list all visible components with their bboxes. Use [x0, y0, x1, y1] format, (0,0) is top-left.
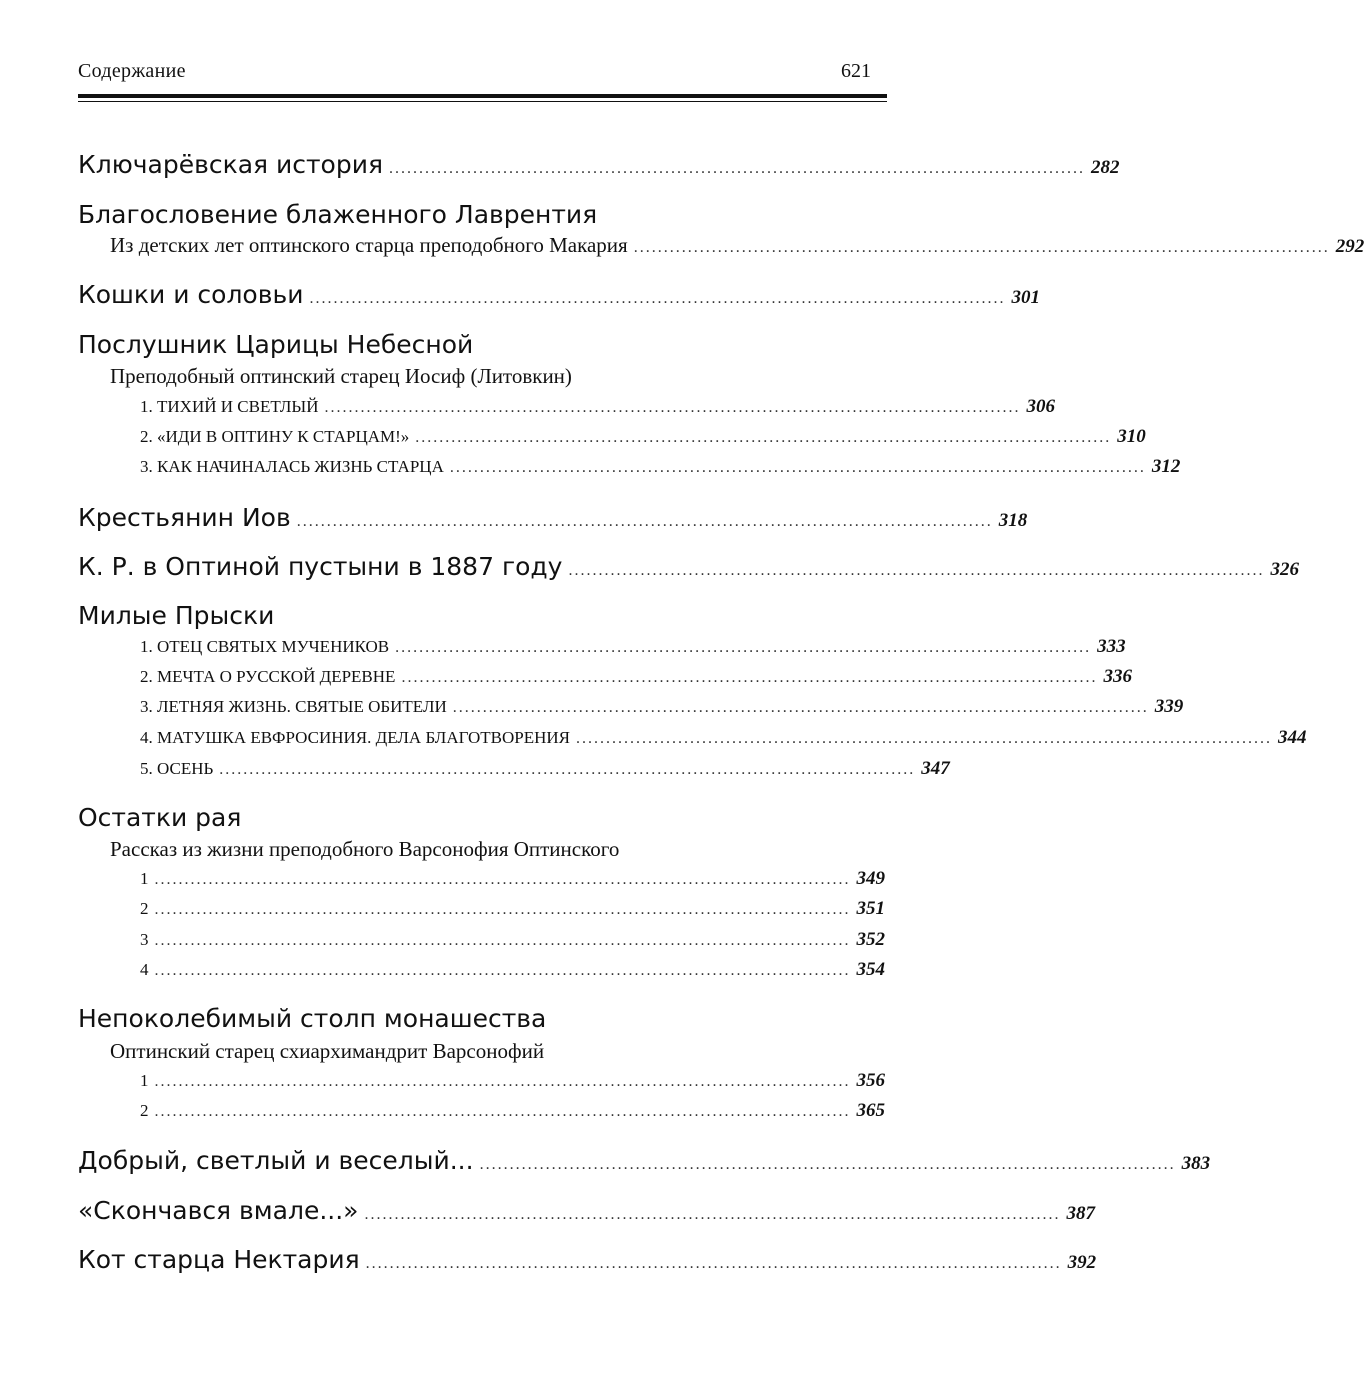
toc-entry[interactable] [0, 803, 1078, 832]
toc-leader: .................................................................................................................... [296, 513, 993, 530]
toc-entry[interactable] [0, 1039, 1110, 1064]
toc-entry[interactable] [0, 1245, 1097, 1274]
toc-leader: .................................................................................................................... [415, 429, 1112, 446]
toc-entry-title: 5. ОСЕНЬ [140, 759, 214, 778]
toc-entry-title: 2 [140, 1101, 149, 1120]
toc-leader: .................................................................................................................... [154, 962, 851, 979]
toc-leader: .................................................................................................................... [395, 639, 1092, 656]
toc-entry-title: 2 [140, 899, 149, 918]
toc-entry-title: Рассказ из жизни преподобного Варсонофия Оптинского [110, 837, 620, 861]
header-rule-thick [78, 94, 887, 98]
toc-entry-title: 1 [140, 1071, 149, 1090]
toc-entry[interactable] [0, 200, 1078, 229]
toc-entry-title: «Скончався вмале...» [78, 1196, 359, 1225]
toc-entry[interactable] [0, 959, 1000, 981]
toc-entry[interactable] [0, 1146, 1211, 1175]
toc-leader: .................................................................................................................... [401, 669, 1098, 686]
toc-leader: .................................................................................................................... [324, 399, 1021, 416]
toc-entry[interactable] [0, 552, 1299, 581]
toc-entry[interactable] [0, 280, 1040, 309]
toc-entry[interactable] [0, 898, 1000, 920]
toc-leader: .................................................................................................................... [154, 871, 851, 888]
toc-leader: .................................................................................................................... [479, 1156, 1176, 1173]
toc-entry[interactable] [0, 758, 1000, 780]
toc-entry-title: К. Р. в Оптиной пустыни в 1887 году [78, 552, 563, 581]
toc-entry-page: 383 [1181, 1153, 1211, 1174]
toc-entry-title: Оптинский старец схиархимандрит Варсонофий [110, 1039, 545, 1063]
toc-entry-title: Из детских лет оптинского старца преподобного Макария [110, 233, 628, 257]
toc-entry-title: Остатки рая [78, 803, 242, 832]
toc-entry-page: 356 [856, 1070, 885, 1091]
toc-entry[interactable] [0, 364, 1110, 389]
toc-entry-page: 301 [1011, 287, 1040, 308]
toc-entry[interactable] [0, 868, 1000, 890]
toc-entry[interactable] [0, 456, 1181, 478]
toc-entry[interactable] [0, 666, 1132, 688]
toc-leader: .................................................................................................................... [154, 901, 851, 918]
toc-entry-page: 351 [856, 898, 885, 919]
toc-leader: .................................................................................................................... [154, 1073, 851, 1090]
toc-leader: .................................................................................................................... [364, 1206, 1061, 1223]
toc-entry-title: Преподобный оптинский старец Иосиф (Литовкин) [110, 364, 572, 388]
toc-entry-title: Крестьянин Иов [78, 503, 291, 532]
toc-entry-page: 352 [856, 929, 885, 950]
toc-entry-page: 336 [1103, 666, 1132, 687]
toc-entry-page: 292 [1335, 236, 1364, 257]
toc-entry-title: Ключарёвская история [78, 150, 384, 179]
toc-entry-page: 310 [1117, 426, 1146, 447]
toc-entry-page: 347 [921, 758, 950, 779]
toc-entry[interactable] [0, 601, 1078, 630]
toc-leader: .................................................................................................................... [154, 1103, 851, 1120]
toc-entry-page: 349 [856, 868, 885, 889]
toc-entry-page: 318 [998, 510, 1028, 531]
toc-entry-title: 3. ЛЕТНЯЯ ЖИЗНЬ. СВЯТЫЕ ОБИТЕЛИ [140, 697, 447, 716]
toc-entry-title: 1. ОТЕЦ СВЯТЫХ МУЧЕНИКОВ [140, 637, 390, 656]
toc-entry[interactable] [0, 727, 1307, 749]
toc-entry[interactable] [0, 929, 1000, 951]
toc-leader: .................................................................................................................... [452, 699, 1149, 716]
toc-leader: .................................................................................................................... [449, 459, 1146, 476]
toc-entry-page: 306 [1026, 396, 1055, 417]
toc-entry-title: 4. МАТУШКА ЕВФРОСИНИЯ. ДЕЛА БЛАГОТВОРЕНИЯ [140, 728, 571, 747]
toc-entry-title: Послушник Царицы Небесной [78, 330, 474, 359]
toc-entry-title: Милые Прыски [78, 601, 275, 630]
toc-entry-title: Кот старца Нектария [78, 1245, 360, 1274]
toc-entry-page: 333 [1097, 636, 1126, 657]
running-header [78, 60, 871, 90]
toc-entry-page: 312 [1151, 456, 1181, 477]
toc-entry-title: Непоколебимый столп монашества [78, 1004, 547, 1033]
toc-entry[interactable] [0, 330, 1078, 359]
toc-leader: .................................................................................................................... [633, 239, 1330, 256]
toc-entry[interactable] [0, 1100, 1000, 1122]
toc-entry-page: 354 [856, 959, 885, 980]
toc-entry-title: 2. «ИДИ В ОПТИНУ К СТАРЦАМ!» [140, 427, 410, 446]
toc-entry-title: Добрый, светлый и веселый... [78, 1146, 474, 1175]
toc-entry-page: 387 [1066, 1203, 1095, 1224]
toc-entry[interactable] [0, 837, 1110, 862]
toc-leader: .................................................................................................................... [309, 290, 1006, 307]
toc-entry[interactable] [0, 150, 1120, 179]
toc-entry[interactable] [0, 503, 1028, 532]
toc-entry-page: 365 [856, 1100, 885, 1121]
header-rule-thin [78, 101, 887, 102]
toc-leader: .................................................................................................................... [365, 1255, 1062, 1272]
toc-entry-page: 344 [1278, 727, 1307, 748]
toc-entry-title: Благословение блаженного Лаврентия [78, 200, 598, 229]
toc-entry-page: 339 [1154, 696, 1184, 717]
header-page-number: 621 [841, 60, 871, 82]
toc-entry-page: 282 [1091, 157, 1120, 178]
toc-entry-title: 1. ТИХИЙ И СВЕТЛЫЙ [140, 397, 319, 416]
toc-leader: .................................................................................................................... [576, 730, 1273, 747]
toc-entry[interactable] [0, 396, 1055, 418]
toc-leader: .................................................................................................................... [389, 160, 1086, 177]
toc-entry-title: Кошки и соловьи [78, 280, 304, 309]
toc-entry[interactable] [0, 1004, 1078, 1033]
toc-entry[interactable] [0, 1196, 1095, 1225]
toc-entry[interactable] [0, 696, 1184, 718]
toc-entry[interactable] [0, 233, 1364, 258]
toc-entry-page: 392 [1067, 1252, 1097, 1273]
toc-entry-title: 1 [140, 869, 149, 888]
toc-leader: .................................................................................................................... [568, 562, 1265, 579]
toc-leader: .................................................................................................................... [219, 761, 916, 778]
toc-entry-title: 3. КАК НАЧИНАЛАСЬ ЖИЗНЬ СТАРЦА [140, 457, 444, 476]
toc-entry[interactable] [0, 636, 1126, 658]
toc-entry-title: 2. МЕЧТА О РУССКОЙ ДЕРЕВНЕ [140, 667, 396, 686]
toc-entry[interactable] [0, 426, 1146, 448]
toc-entry-page: 326 [1270, 559, 1299, 580]
toc-entry-title: 3 [140, 930, 149, 949]
toc-leader: .................................................................................................................... [154, 932, 851, 949]
header-title: Содержание [78, 60, 186, 82]
toc-entry-title: 4 [140, 960, 149, 979]
toc-entry[interactable] [0, 1070, 1000, 1092]
